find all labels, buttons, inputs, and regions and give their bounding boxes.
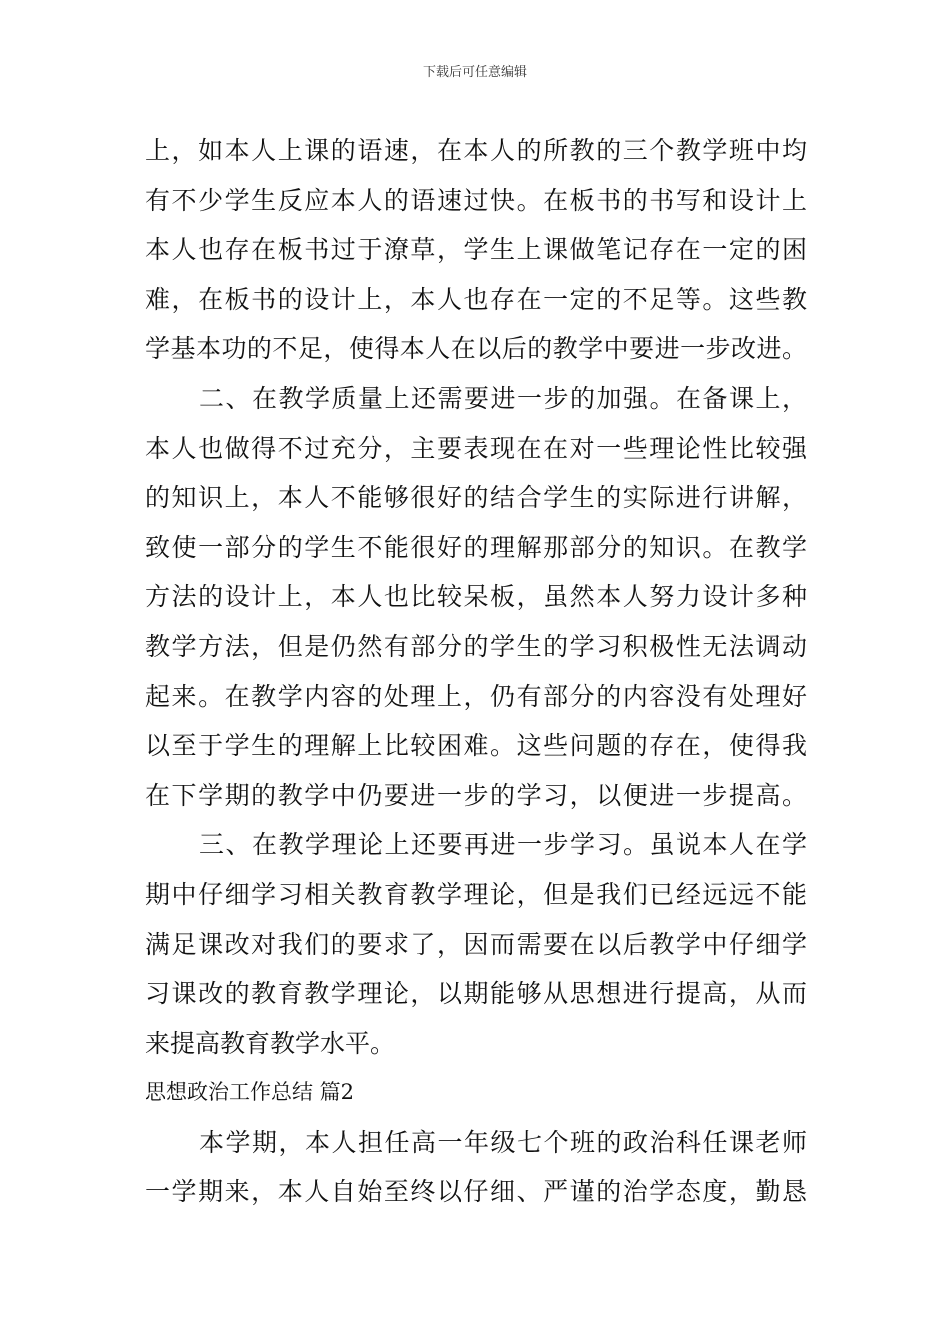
- text-line: 在下学期的教学中仍要进一步的学习，以便进一步提高。: [145, 780, 807, 810]
- text-line: 一学期来，本人自始至终以仔细、严谨的治学态度，勤恳: [145, 1177, 807, 1207]
- document-body: [145, 126, 807, 1217]
- text-line: 方法的设计上，本人也比较呆板，虽然本人努力设计多种: [145, 582, 807, 612]
- text-line: 的知识上，本人不能够很好的结合学生的实际进行讲解，: [145, 483, 807, 513]
- section-heading: 思想政治工作总结 篇2: [145, 1080, 355, 1105]
- text-line: 上，如本人上课的语速，在本人的所教的三个教学班中均: [145, 136, 807, 165]
- text-line: 来提高教育教学水平。: [145, 1028, 396, 1058]
- text-line: 本人也做得不过充分，主要表现在在对一些理论性比较强: [145, 433, 807, 463]
- text-line: 三、在教学理论上还要再进一步学习。虽说本人在学: [199, 830, 807, 860]
- text-line: 本学期，本人担任高一年级七个班的政治科任课老师: [199, 1127, 807, 1157]
- text-line: 满足课改对我们的要求了，因而需要在以后教学中仔细学: [145, 929, 807, 959]
- text-line: 以至于学生的理解上比较困难。这些问题的存在，使得我: [145, 731, 807, 761]
- text-line: 有不少学生反应本人的语速过快。在板书的书写和设计上: [145, 185, 807, 215]
- text-line: 二、在教学质量上还需要进一步的加强。在备课上，: [199, 383, 807, 413]
- text-line: 习课改的教育教学理论，以期能够从思想进行提高，从而: [145, 979, 807, 1009]
- text-line: 本人也存在板书过于潦草，学生上课做笔记存在一定的困: [145, 235, 807, 265]
- text-line: 难，在板书的设计上，本人也存在一定的不足等。这些教: [145, 284, 807, 314]
- text-line: 致使一部分的学生不能很好的理解那部分的知识。在教学: [145, 532, 807, 562]
- text-line: 期中仔细学习相关教育教学理论，但是我们已经远远不能: [145, 879, 807, 909]
- text-line: 起来。在教学内容的处理上，仍有部分的内容没有处理好: [145, 681, 807, 711]
- text-line: 学基本功的不足，使得本人在以后的教学中要进一步改进。: [145, 334, 807, 364]
- page-header: 下载后可任意编辑: [422, 65, 527, 80]
- text-line: 教学方法，但是仍然有部分的学生的学习积极性无法调动: [145, 631, 807, 661]
